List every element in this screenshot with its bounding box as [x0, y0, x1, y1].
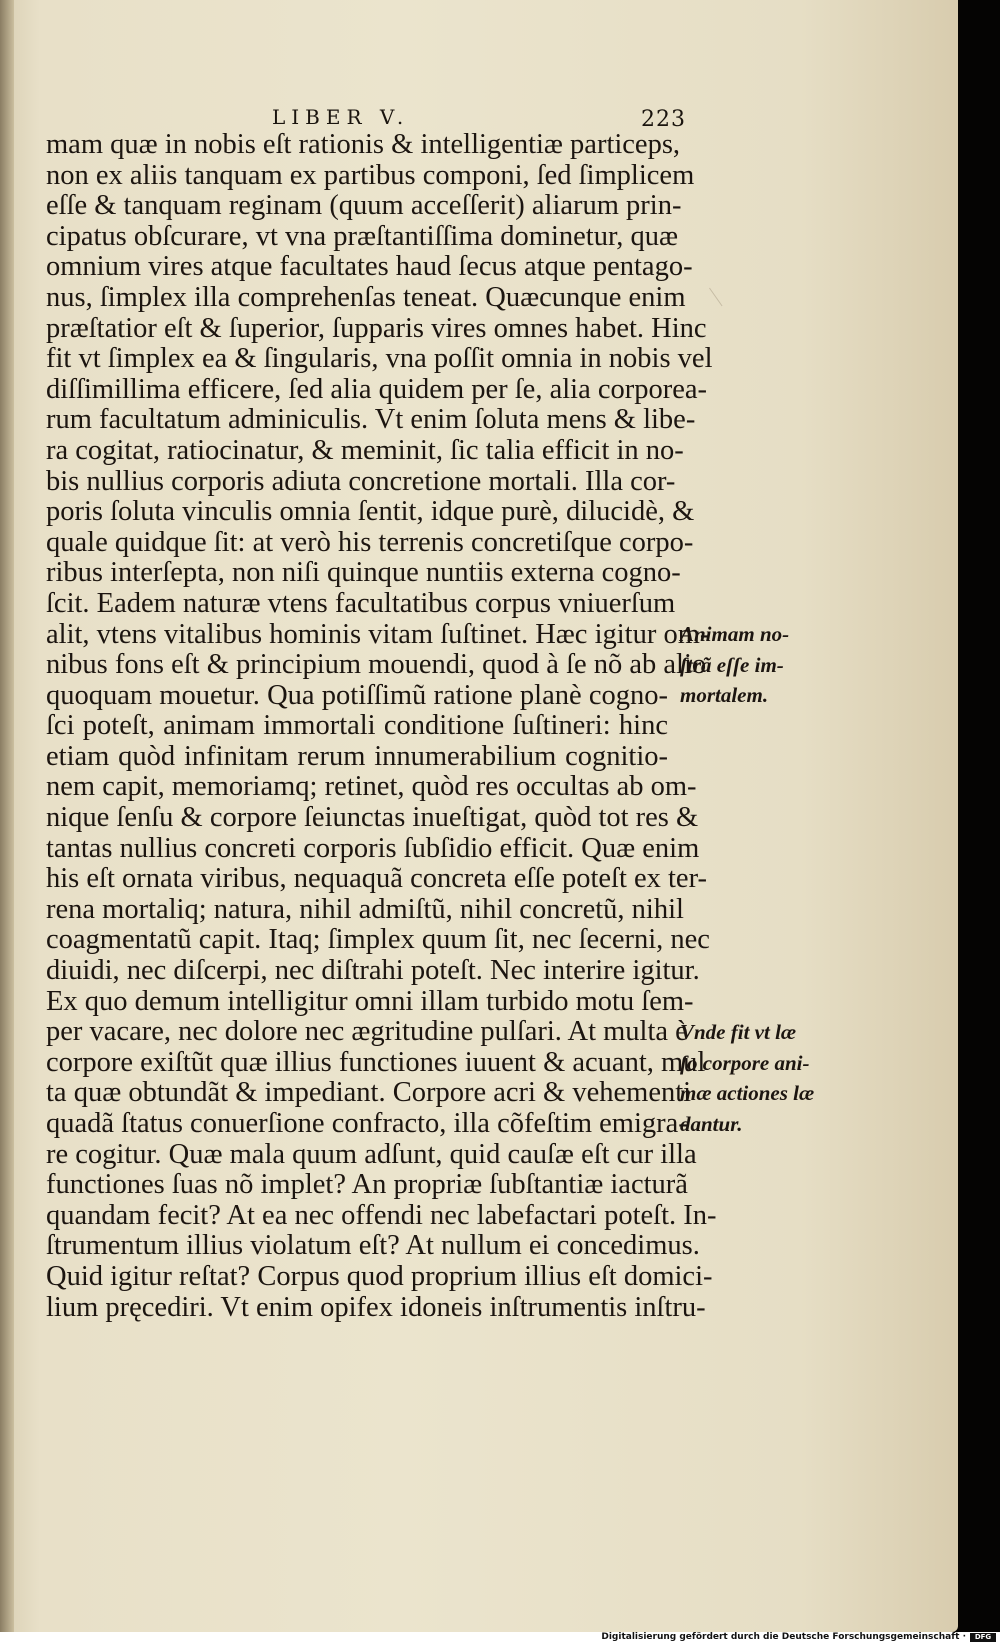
text-line: omnium vires atque facultates haud ſecus atque pentago- — [46, 251, 693, 283]
binding-edge — [0, 0, 14, 1632]
marginal-note-line: ſo corpore ani- — [680, 1050, 810, 1075]
running-head: LIBER V. — [272, 105, 410, 129]
marginal-note-line: Animam no- — [680, 622, 790, 646]
text-line: coagmentatũ capit. Itaq; ſimplex quum ſit, nec ſecerni, nec — [46, 924, 710, 956]
text-line: diſſimillima efficere, ſed alia quidem per ſe, alia corporea- — [46, 373, 708, 405]
funding-credit: Digitalisierung gefördert durch die Deutsche Forschungsgemeinschaft · — [601, 1632, 966, 1642]
pencil-mark — [709, 280, 734, 307]
marginal-note-line: Vnde fit vt læ — [680, 1020, 797, 1044]
text-line: alit, vtens vitalibus hominis vitam ſuſtinet. Hæc igitur om- — [46, 618, 710, 650]
marginal-note-line: mæ actiones læ — [680, 1081, 815, 1106]
text-line: rena mortaliq; natura, nihil admiſtũ, nihil concretũ, nihil — [46, 893, 684, 925]
marginal-note-line: ſtrã eſſe im- — [680, 652, 784, 677]
text-line: nique ſenſu & corpore ſeiunctas inueſtigat, quòd tot res & — [46, 802, 699, 834]
text-line: quadã ſtatus conuerſione confracto, illa cõfeſtim emigra- — [46, 1108, 688, 1139]
text-line: poris ſoluta vinculis omnia ſentit, idque purè, dilucidè, & — [46, 496, 695, 528]
text-line: corpore exiſtũt quæ illius functiones iuuent & acuant, mul — [46, 1046, 706, 1078]
text-line: ra cogitat, ratiocinatur, & meminit, ſic talia efficit in no- — [46, 434, 684, 466]
text-line: rum facultatum adminiculis. Vt enim ſoluta mens & libe- — [46, 404, 696, 436]
text-line: nibus fons eſt & principium mouendi, quod à ſe nõ ab alio — [46, 649, 707, 681]
dfg-logo: DFG — [970, 1633, 996, 1642]
text-line: tantas nullius concreti corporis ſubſidio efficit. Quæ enim — [46, 832, 700, 864]
text-line: per vacare, nec dolore nec ægritudine pulſari. At multa è — [46, 1016, 688, 1048]
text-line: quoquam mouetur. Qua potiſſimũ ratione planè cogno- — [46, 679, 668, 711]
marginal-note-immortality — [680, 619, 820, 711]
text-line: fit vt ſimplex ea & ſingularis, vna poſſit omnia in nobis vel — [46, 343, 713, 375]
text-line: ſcit. Eadem naturæ vtens facultatibus corpus vniuerſum — [46, 587, 676, 619]
text-line: ta quæ obtundãt & impediant. Corpore acri & vehementi — [46, 1077, 692, 1109]
text-line: mam quæ in nobis eſt rationis & intelligentiæ particeps, — [46, 129, 681, 160]
text-line: diuidi, nec diſcerpi, nec diſtrahi poteſt. Nec interire igitur. — [46, 955, 700, 987]
text-line: Quid igitur reſtat? Corpus quod proprium illius eſt domici- — [46, 1260, 713, 1292]
marginal-note-bodily-harm — [680, 1017, 820, 1139]
text-line: bis nullius corporis adiuta concretione mortali. Illa cor- — [46, 465, 676, 497]
text-line: quandam fecit? At ea nec offendi nec labefactari poteſt. In- — [46, 1199, 717, 1231]
text-line: quale quidque ſit: at verò his terrenis concretiſque corpo- — [46, 526, 694, 558]
text-line: cipatus obſcurare, vt vna præſtantiſſima dominetur, quæ — [46, 220, 679, 252]
marginal-note-line: dantur. — [680, 1111, 743, 1136]
text-line: nus, ſimplex illa comprehenſas teneat. Quæcunque enim — [46, 281, 686, 313]
text-line: his eſt ornata viribus, nequaquã concreta eſſe poteſt ex ter- — [46, 863, 707, 895]
text-line: eſſe & tanquam reginam (quum acceſſerit) aliarum prin- — [46, 190, 682, 222]
text-line: præſtatior eſt & ſuperior, ſupparis vires omnes habet. Hinc — [46, 312, 707, 344]
marginal-note-line: mortalem. — [680, 683, 769, 708]
text-line: etiam quòd infinitam rerum innumerabilium cognitio- — [46, 740, 668, 772]
text-line: functiones ſuas nõ implet? An propriæ ſubſtantiæ iacturã — [46, 1169, 688, 1201]
text-line: nem capit, memoriamq; retinet, quòd res occultas ab om- — [46, 771, 697, 803]
text-line: re cogitur. Quæ mala quum adſunt, quid cauſæ eſt cur illa — [46, 1138, 697, 1170]
text-line: Ex quo demum intelligitur omni illam turbido motu ſem- — [46, 985, 694, 1017]
digitization-footer — [0, 1632, 1000, 1643]
text-line: ſci poteſt, animam immortali conditione ſuſtineri: hinc — [46, 710, 668, 742]
text-line: lium pręcediri. Vt enim opifex idoneis inſtrumentis inſtru- — [46, 1291, 706, 1323]
text-line: non ex aliis tanquam ex partibus componi, ſed ſimplicem — [46, 159, 695, 191]
text-line: ſtrumentum illius violatum eſt? At nullum ei concedimus. — [46, 1230, 700, 1262]
page-number: 223 — [641, 107, 686, 132]
text-line: ribus interſepta, non niſi quinque nuntiis externa cogno- — [46, 557, 681, 589]
